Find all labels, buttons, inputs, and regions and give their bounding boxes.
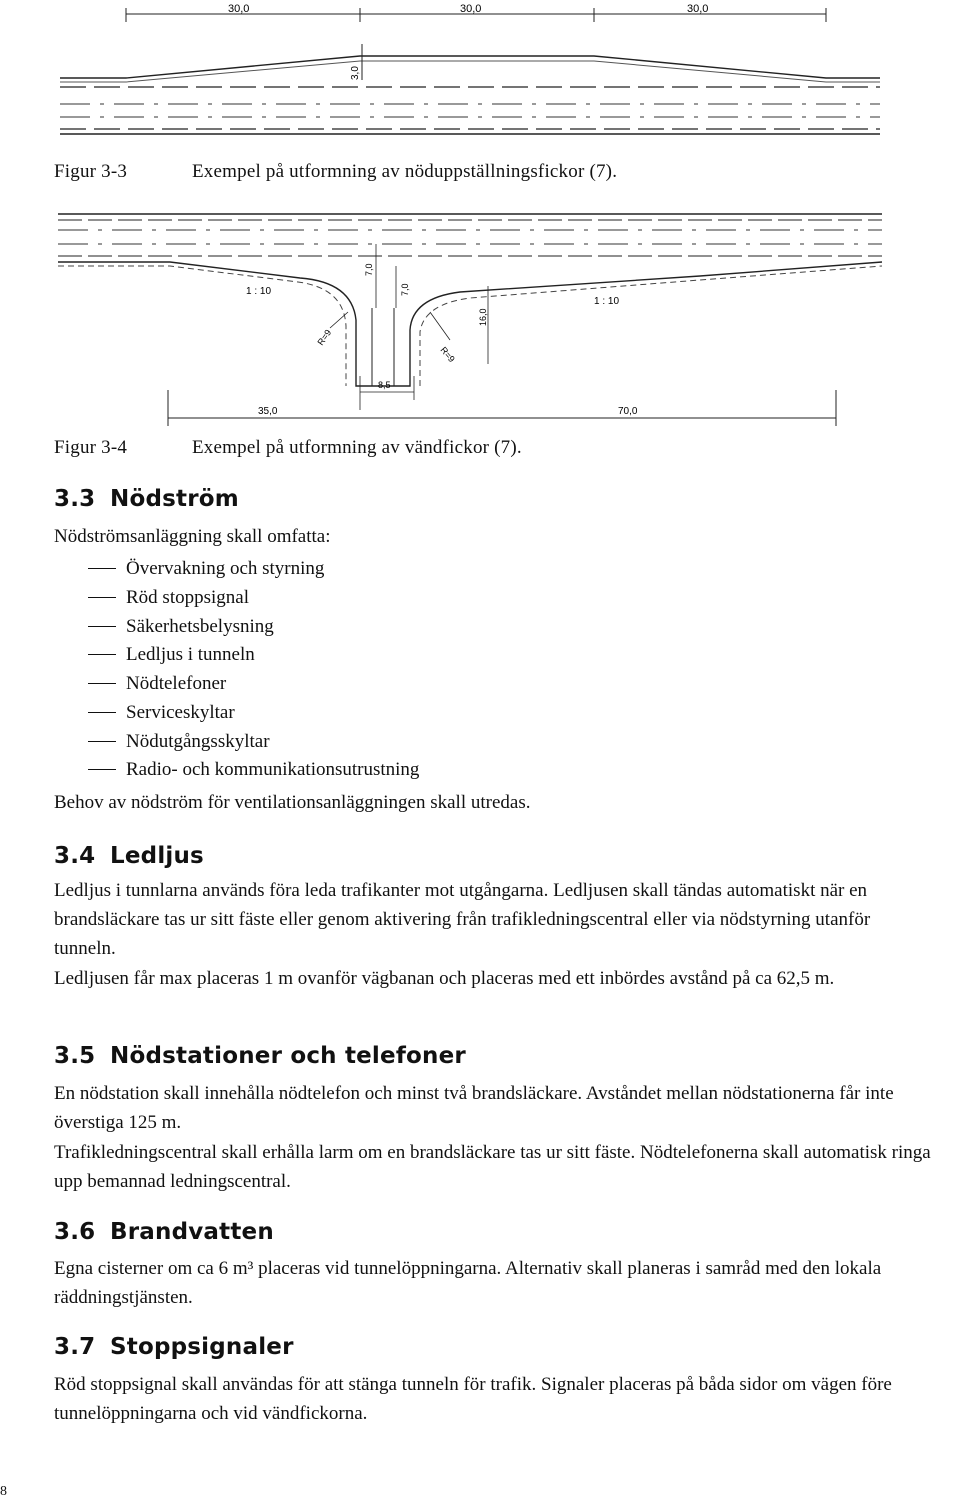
list-item bbox=[88, 558, 324, 580]
page-number: 8 bbox=[0, 1484, 7, 1499]
radius-left: R=9 bbox=[315, 327, 334, 348]
section-title: Nödstationer och telefoner bbox=[110, 1043, 466, 1069]
figure-layby-drawing bbox=[0, 0, 960, 150]
section-3-4-paragraph-1: Ledljus i tunnlarna används föra leda trafikanter mot utgångarna. Ledljusen skall tändas automatiskt när en brandsläckare tas ur sitt fäste eller genom aktivering från trafikledningscentral eller via nödstyrning utanför tunneln. bbox=[54, 880, 871, 959]
dim-label-3: 30,0 bbox=[687, 3, 709, 15]
list-item bbox=[88, 702, 235, 724]
list-item bbox=[88, 616, 274, 638]
section-3-5-paragraph-1: En nödstation skall innehålla nödtelefon och minst två brandsläckare. Avståndet mellan nödstationerna får inte överstiga 125 m. bbox=[54, 1083, 894, 1133]
height-label: 3,0 bbox=[350, 66, 361, 80]
dash-bullet bbox=[88, 654, 116, 655]
section-title: Nödström bbox=[110, 486, 239, 512]
dash-bullet bbox=[88, 568, 116, 569]
dim-35: 35,0 bbox=[258, 406, 278, 417]
caption-number: Figur 3-3 bbox=[54, 161, 128, 182]
dash-bullet bbox=[88, 683, 116, 684]
list-item-text: Radio- och kommunikationsutrustning bbox=[126, 759, 420, 780]
dim-label-1: 30,0 bbox=[228, 3, 250, 15]
list-item-text: Serviceskyltar bbox=[126, 702, 235, 723]
list-item-text: Övervakning och styrning bbox=[126, 558, 325, 579]
figure-3-4-caption bbox=[54, 437, 522, 459]
radius-right: R=9 bbox=[438, 344, 457, 365]
section-title: Ledljus bbox=[110, 843, 204, 869]
section-number: 3.3 bbox=[54, 486, 96, 512]
figure-turning-bay-drawing bbox=[0, 200, 960, 430]
section-title: Brandvatten bbox=[110, 1219, 274, 1245]
caption-text: Exempel på utformning av vändfickor (7). bbox=[192, 437, 522, 458]
section-3-6-heading bbox=[54, 1219, 274, 1245]
section-3-3-intro: Nödströmsanläggning skall omfatta: bbox=[54, 526, 331, 547]
dash-bullet bbox=[88, 597, 116, 598]
dash-bullet bbox=[88, 769, 116, 770]
list-item bbox=[88, 644, 255, 666]
section-3-7-paragraph: Röd stoppsignal skall användas för att stänga tunneln för trafik. Signaler placeras på båda sidor om vägen före tunnelöppningarna och vid vändfickorna. bbox=[54, 1374, 892, 1424]
dim-7-b: 7,0 bbox=[400, 283, 410, 296]
section-number: 3.5 bbox=[54, 1043, 96, 1069]
list-item-text: Nödtelefoner bbox=[126, 673, 227, 694]
figure-3-3-caption bbox=[54, 161, 617, 183]
list-item bbox=[88, 759, 419, 781]
section-3-3-outro: Behov av nödström för ventilationsanläggningen skall utredas. bbox=[54, 792, 531, 813]
section-3-6-paragraph: Egna cisterner om ca 6 m³ placeras vid tunnelöppningarna. Alternativ skall planeras i samråd med den lokala räddningstjänsten. bbox=[54, 1258, 882, 1308]
section-number: 3.4 bbox=[54, 843, 96, 869]
section-3-7-heading bbox=[54, 1334, 294, 1360]
section-title: Stoppsignaler bbox=[110, 1334, 294, 1360]
dim-70: 70,0 bbox=[618, 406, 638, 417]
dim-16: 16,0 bbox=[478, 308, 488, 326]
list-item-text: Ledljus i tunneln bbox=[126, 644, 255, 665]
slope-right-label: 1 : 10 bbox=[594, 296, 620, 307]
section-3-4-paragraph-2: Ledljusen får max placeras 1 m ovanför vägbanan och placeras med ett inbördes avstånd på ca 62,5 m. bbox=[54, 968, 835, 989]
dash-bullet bbox=[88, 741, 116, 742]
slope-left-label: 1 : 10 bbox=[246, 286, 272, 297]
section-number: 3.6 bbox=[54, 1219, 96, 1245]
list-item-text: Nödutgångsskyltar bbox=[126, 731, 270, 752]
list-item bbox=[88, 731, 270, 753]
dim-label-2: 30,0 bbox=[460, 3, 482, 15]
dash-bullet bbox=[88, 626, 116, 627]
caption-text: Exempel på utformning av nöduppställningsfickor (7). bbox=[192, 161, 618, 182]
section-3-4-heading bbox=[54, 843, 204, 869]
section-number: 3.7 bbox=[54, 1334, 96, 1360]
dim-7-a: 7,0 bbox=[364, 263, 374, 276]
list-item bbox=[88, 673, 226, 695]
list-item-text: Säkerhetsbelysning bbox=[126, 616, 274, 637]
section-3-3-heading bbox=[54, 486, 239, 512]
width-label: 8,5 bbox=[378, 380, 391, 390]
dash-bullet bbox=[88, 712, 116, 713]
list-item-text: Röd stoppsignal bbox=[126, 587, 249, 608]
section-3-5-heading bbox=[54, 1043, 466, 1069]
section-3-5-paragraph-2: Trafikledningscentral skall erhålla larm om en brandsläckare tas ur sitt fäste. Nödtelefonerna skall automatisk ringa upp bemannad ledningscentral. bbox=[54, 1142, 931, 1192]
list-item bbox=[88, 587, 249, 609]
caption-number: Figur 3-4 bbox=[54, 437, 128, 458]
